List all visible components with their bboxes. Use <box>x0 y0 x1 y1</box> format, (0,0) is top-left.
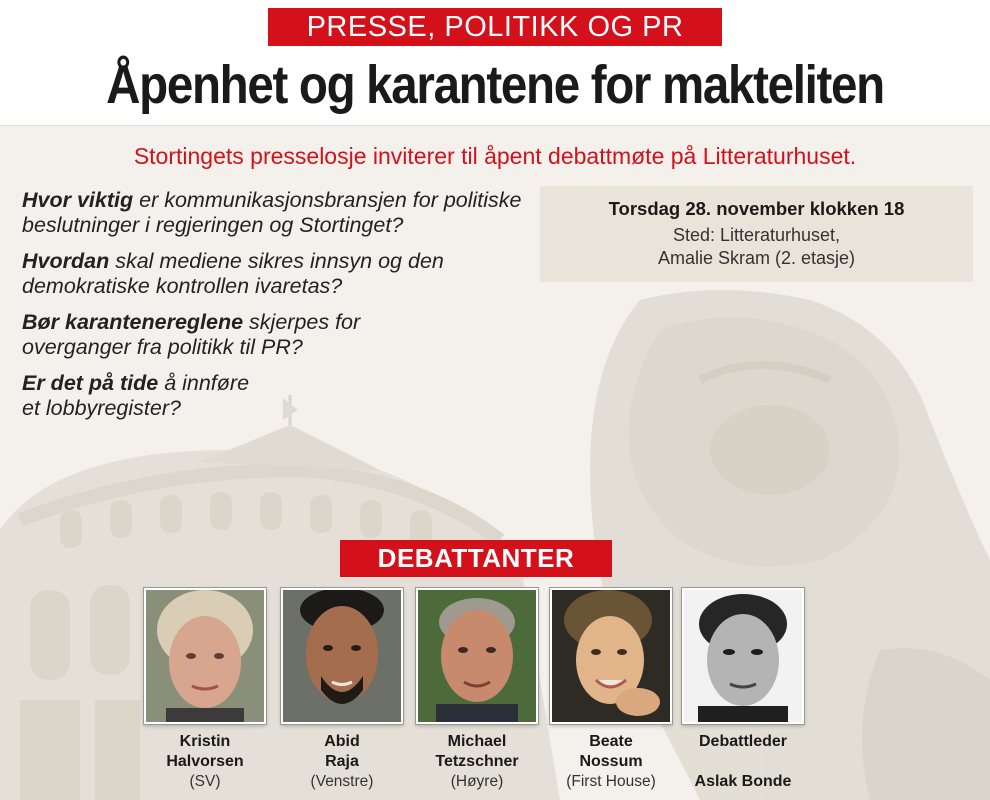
question-text: skal mediene sikres innsyn og den demokratiske kontrollen ivaretas? <box>22 249 444 298</box>
debater-party: (Høyre) <box>450 773 504 790</box>
event-date: Torsdag 28. november klokken 18 <box>608 198 905 219</box>
debater-party: (SV) <box>189 773 221 790</box>
debater-party: (Venstre) <box>310 773 374 790</box>
debater-first-name: Michael <box>447 733 507 750</box>
debater-party: (First House) <box>566 773 656 790</box>
question-item <box>22 310 442 360</box>
question-item <box>22 371 272 421</box>
portrait-image <box>281 588 403 724</box>
question-lead: Bør karantenereglene <box>22 310 244 334</box>
moderator-name: Aslak Bonde <box>694 773 792 790</box>
debater-name <box>550 732 672 772</box>
portrait-image <box>144 588 266 724</box>
debaters-heading: DEBATTANTER <box>340 540 612 577</box>
portrait-image <box>682 588 804 724</box>
page-title: Åpenhet og karantene for makteliten <box>106 55 884 115</box>
debater-first-name: Kristin <box>179 733 231 750</box>
question-text: er kommunikasjonsbransjen for politiske beslutninger i regjeringen og Stortinget? <box>22 188 522 237</box>
moderator-label: Debattleder <box>698 733 788 750</box>
event-place-line: Sted: Litteraturhuset, <box>672 225 841 245</box>
kicker-label: PRESSE, POLITIKK OG PR <box>268 8 722 46</box>
debater-card <box>144 588 266 792</box>
question-lead: Er det på tide <box>22 371 159 395</box>
question-item <box>22 249 522 299</box>
debater-list <box>0 588 990 800</box>
debater-card <box>550 588 672 792</box>
event-place <box>540 224 973 270</box>
question-text: skjerpes for overganger fra politikk til PR? <box>22 310 361 359</box>
debater-last-name: Raja <box>325 753 359 770</box>
debater-last-name: Halvorsen <box>166 753 244 770</box>
question-item <box>22 188 522 238</box>
question-lead: Hvor viktig <box>22 188 134 212</box>
portrait-image <box>416 588 538 724</box>
debater-name <box>281 732 403 772</box>
question-lead: Hvordan <box>22 249 110 273</box>
question-list <box>22 188 522 432</box>
debater-last-name: Nossum <box>579 753 643 770</box>
debater-last-name: Tetzschner <box>435 753 519 770</box>
debater-card <box>682 588 804 792</box>
question-text: å innføre et lobbyregister? <box>22 371 250 420</box>
debater-card <box>416 588 538 792</box>
portrait-image <box>550 588 672 724</box>
debater-card <box>281 588 403 792</box>
debater-name <box>682 732 804 752</box>
debater-name <box>144 732 266 772</box>
debater-first-name: Abid <box>324 733 360 750</box>
event-info-box <box>540 186 973 282</box>
debater-name <box>416 732 538 772</box>
subtitle: Stortingets presselosje inviterer til åpent debattmøte på Litteraturhuset. <box>133 143 857 169</box>
event-place-line: Amalie Skram (2. etasje) <box>657 248 856 268</box>
debater-first-name: Beate <box>589 733 633 750</box>
